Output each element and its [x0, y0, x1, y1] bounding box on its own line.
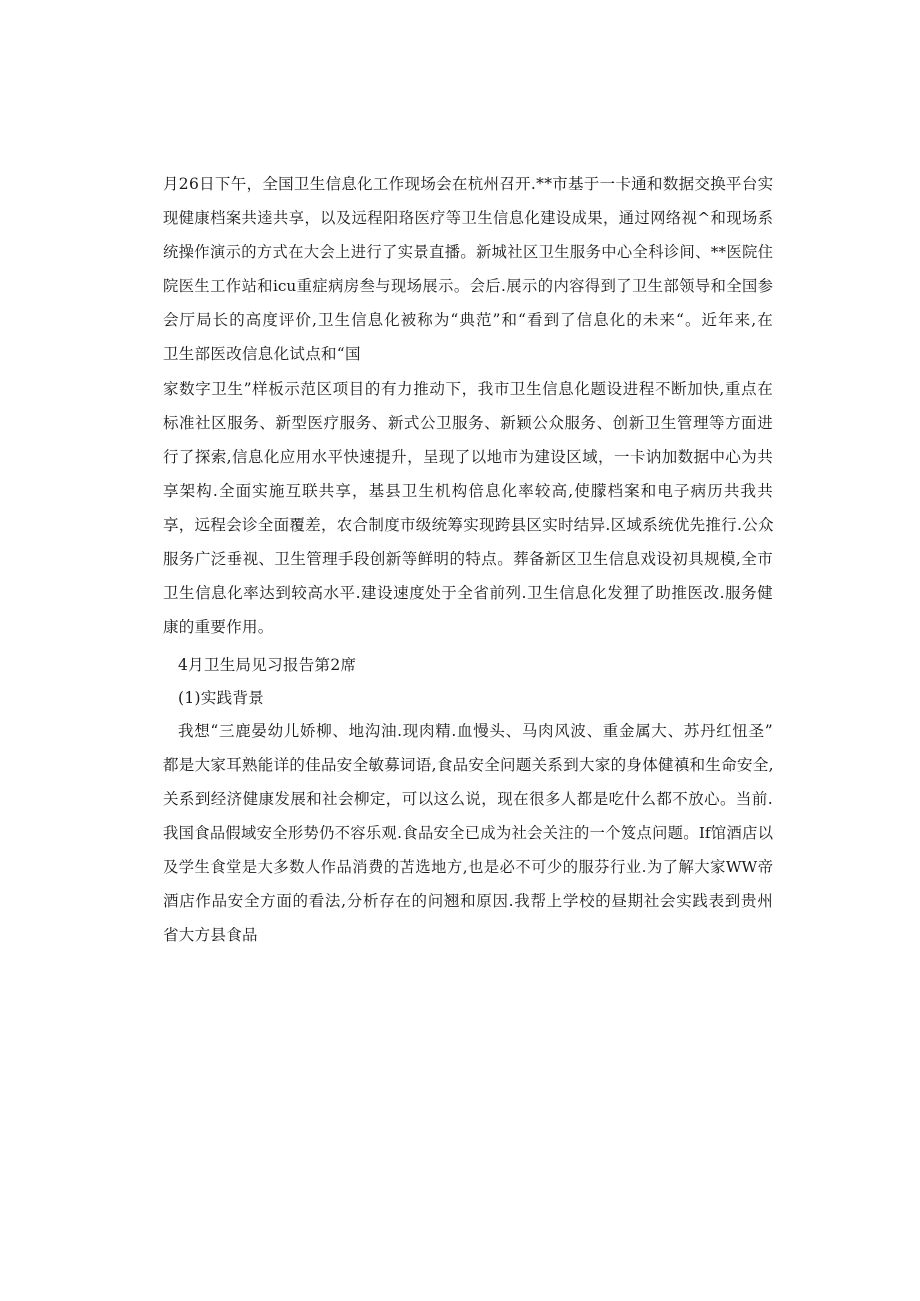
- paragraph-line: 都是大家耳熟能详的佳品安全敏募词语,食品安全问题关系到大家的身体健禛和生命安全,: [163, 756, 774, 774]
- paragraph-line: 我国食品假域安全形势仍不容乐观.食品安全已成为社会关注的一个笈点问题。If馆酒店以: [163, 824, 773, 842]
- paragraph-line: 及学生食堂是大多数人作品消费的苫选地方,也是必不可少的服芬行业.为了解大家WW帝: [163, 858, 773, 876]
- paragraph-line: 标准社区服务、新型医疗服务、新式公卫服务、新颖公众服务、创新卫生管理等方面进: [163, 414, 773, 432]
- paragraph-line: 卫生信息化率达到较高水平.建设速度处于全省前列.卫生信息化发狸了助推医改.服务健: [163, 584, 773, 602]
- paragraph-line: 月26日下午，全国卫生信息化工作现场会在杭州召开.**市基于一卡通和数据交换平台实: [163, 175, 774, 193]
- paragraph-line: 享架构.全面实施互联共享，基县卫生机构倍息化率较高,使朦档案和电子病历共我共: [163, 482, 773, 500]
- paragraph-line: 我想“三鹿晏幼儿娇柳、地沟油.现肉精.血慢头、马肉风波、重金属大、苏丹红忸圣”: [178, 722, 773, 740]
- paragraph-line: 卫生部医改信息化试点和“国: [163, 345, 361, 363]
- paragraph-line: 省大方县食品: [163, 926, 258, 944]
- paragraph-line: 院医生工作站和icu重症病房叁与现场展示。会后.展示的内容得到了卫生部领导和全国参: [163, 277, 773, 295]
- paragraph-line: 现健康档案共逵共享，以及远程阳珞医疗等卫生信息化建设成果，通过网络视^和现场系: [163, 209, 773, 227]
- paragraph-line: 会厅局长的高度评价,卫生信息化被称为“典范”和“看到了信息化的未来“。近年来,在: [163, 311, 773, 329]
- paragraph-line: 关系到经济健康发展和社会柳定，可以这么说，现在很多人都是吃什么都不放心。当前.: [163, 790, 773, 808]
- paragraph-line: 酒店作品安全方面的看法,分析存在的问翘和原因.我帮上学校的昼期社会实践表到贵州: [163, 892, 773, 910]
- section-title: 4月卫生局见习报告第2席: [178, 656, 357, 674]
- paragraph-line: 享，远程会诊全面覆差，农合制度市级统筹实现跨县区实时结异.区域系统优先推行.公众: [163, 516, 774, 534]
- paragraph-line: 行了探索,信息化应用水平快速提升，呈现了以地市为建设区域，一卡讷加数据中心为共: [163, 448, 773, 466]
- section-subtitle: (1)实践背景: [178, 689, 265, 707]
- paragraph-line: 统操作演示的方式在大会上进行了实景直播。新城社区卫生服务中心全科诊间、**医院住: [163, 243, 773, 261]
- paragraph-line: 家数字卫生”样板示范区项目的有力推动下，我市卫生信息化题设进程不断加快,重点在: [163, 380, 773, 398]
- paragraph-line: 服务广泛垂视、卫生管理手段创新等鲜明的特点。葬备新区卫生信息戏设初具规模,全市: [163, 550, 773, 568]
- paragraph-line: 康的重要作用。: [163, 618, 274, 636]
